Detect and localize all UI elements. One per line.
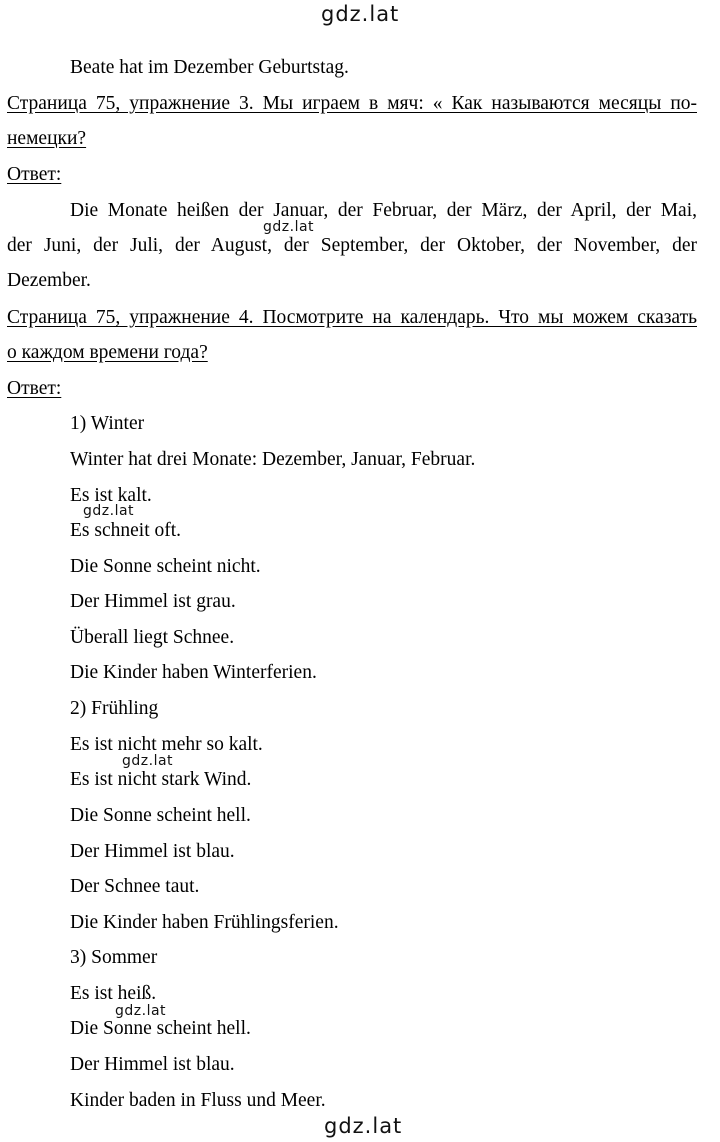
exercise4-heading: Страница 75, упражнение 4. Посмотрите на календарь. Что мы можем сказать bbox=[7, 307, 697, 328]
watermark-top: gdz.lat bbox=[321, 2, 400, 26]
intro-line: Beate hat im Dezember Geburtstag. bbox=[70, 57, 349, 78]
list-item: Es schneit oft. bbox=[70, 520, 182, 541]
watermark-inline: gdz.lat bbox=[115, 1003, 167, 1019]
exercise3-answer-line: Die Monate heißen der Januar, der Februar, der März, der April, der Mai, bbox=[70, 200, 697, 221]
list-item: Es ist kalt. bbox=[70, 485, 152, 506]
list-item: Die Sonne scheint hell. bbox=[70, 805, 251, 826]
section-title-fruehling: 2) Frühling bbox=[70, 698, 159, 719]
list-item: Es ist nicht mehr so kalt. bbox=[70, 734, 263, 755]
exercise3-heading-cont: немецки? bbox=[7, 128, 87, 149]
watermark-inline: gdz.lat bbox=[83, 503, 135, 519]
list-item: Kinder baden in Fluss und Meer. bbox=[70, 1090, 326, 1111]
list-item: Der Himmel ist blau. bbox=[70, 1054, 235, 1075]
list-item: Der Himmel ist blau. bbox=[70, 841, 235, 862]
exercise3-answer-line: Dezember. bbox=[7, 270, 91, 291]
watermark-bottom: gdz.lat bbox=[324, 1114, 403, 1138]
list-item: Die Kinder haben Frühlingsferien. bbox=[70, 912, 339, 933]
list-item: Die Sonne scheint hell. bbox=[70, 1018, 251, 1039]
list-item: Die Kinder haben Winterferien. bbox=[70, 662, 317, 683]
watermark-inline: gdz.lat bbox=[263, 219, 315, 235]
list-item: Es ist nicht stark Wind. bbox=[70, 769, 252, 790]
exercise3-heading: Страница 75, упражнение 3. Мы играем в мяч: « Как называются месяцы по- bbox=[7, 93, 697, 114]
list-item: Der Schnee taut. bbox=[70, 876, 200, 897]
list-item: Winter hat drei Monate: Dezember, Januar, Februar. bbox=[70, 449, 476, 470]
exercise3-answer-line: der Juni, der Juli, der August, der September, der Oktober, der November, der bbox=[7, 235, 697, 256]
list-item: Es ist heiß. bbox=[70, 983, 157, 1004]
section-title-sommer: 3) Sommer bbox=[70, 947, 158, 968]
list-item: Der Himmel ist grau. bbox=[70, 591, 236, 612]
exercise3-answer-label: Ответ: bbox=[7, 164, 62, 185]
exercise4-heading-cont: о каждом времени года? bbox=[7, 342, 208, 363]
watermark-inline: gdz.lat bbox=[122, 753, 174, 769]
exercise4-answer-label: Ответ: bbox=[7, 378, 62, 399]
list-item: Überall liegt Schnee. bbox=[70, 627, 235, 648]
section-title-winter: 1) Winter bbox=[70, 413, 145, 434]
list-item: Die Sonne scheint nicht. bbox=[70, 556, 261, 577]
